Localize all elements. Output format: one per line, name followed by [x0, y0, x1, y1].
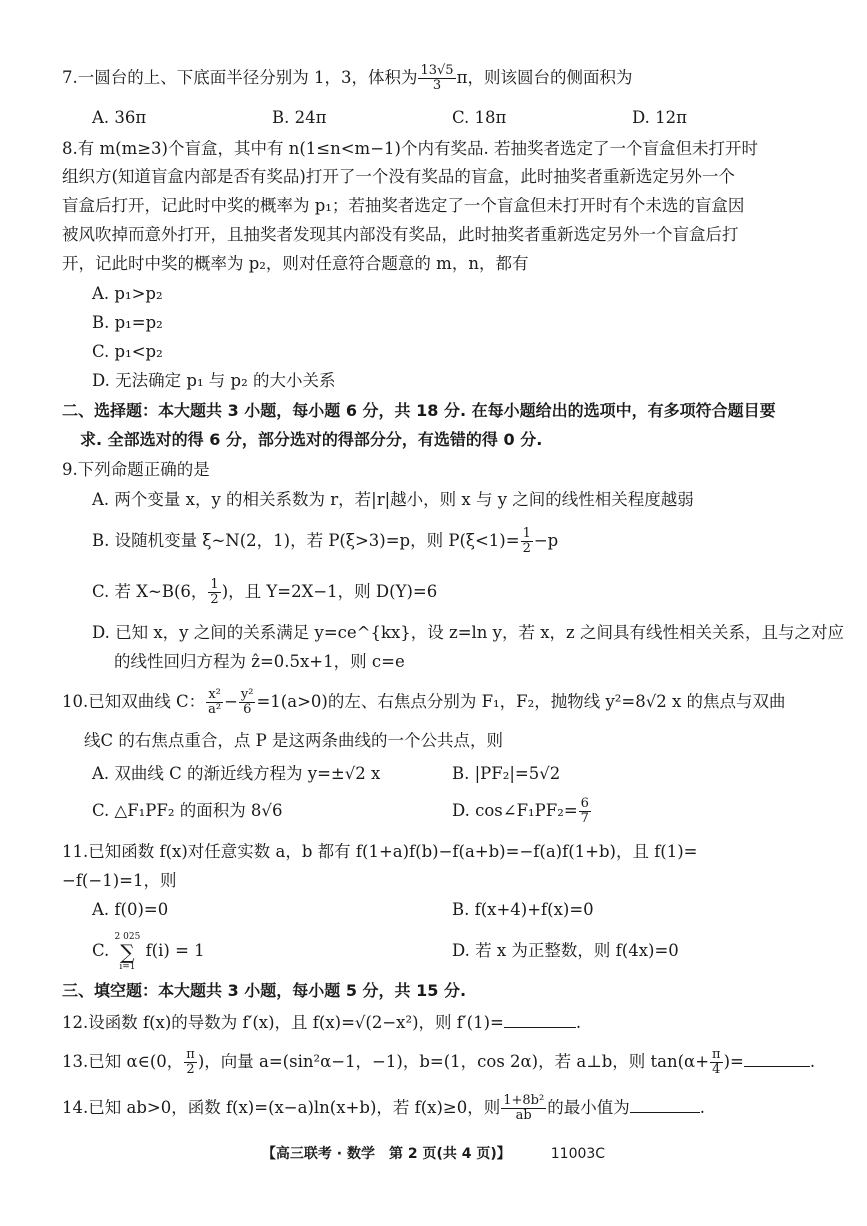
q9-stem: 9.下列命题正确的是	[62, 460, 210, 479]
q11-stem-line-2: −f(−1)=1，则	[62, 871, 177, 890]
q7-option-c: C. 18π	[452, 108, 507, 127]
q13-answer-blank[interactable]	[744, 1065, 810, 1067]
q9-option-a: A. 两个变量 x，y 的相关系数为 r，若|r|越小，则 x 与 y 之间的线性相关程度越弱	[92, 490, 694, 509]
q7-stem-a: 7.一圆台的上、下底面半径分别为 1，3，体积为	[62, 68, 418, 87]
q9-c-fraction: $\frac{1}{2}$	[210, 577, 219, 607]
q13-pi-over-4: $\frac{\pi}{4}$	[712, 1047, 721, 1077]
q7-stem-b: π，则该圆台的侧面积为	[456, 68, 633, 87]
q7-stem	[62, 64, 632, 93]
q13-stem: 13.已知 α∈(0， $\frac{\pi}{2}$ )，向量 a=(sin²α−1，−1)，b=(1，cos 2α)，若 a⊥b，则 tan(α+ $\frac{\pi}{4}$ )= .	[62, 1047, 816, 1077]
q10-x-fraction: $\frac{\text{x²}}{\text{a²}}$	[208, 687, 222, 717]
q8-line-3: 盲盒后打开，记此时中奖的概率为 p₁；若抽奖者选定了一个盲盒但未打开时有个未选的盲盒因	[62, 196, 745, 215]
q12-stem: 12.设函数 f(x)的导数为 f′(x)，且 f(x)=√(2−x²)，则 f′(1)= .	[62, 1013, 582, 1032]
q8-option-a: A. p₁>p₂	[92, 284, 163, 303]
footer-code: 11003C	[550, 1146, 606, 1162]
q9-option-c: C. 若 X~B(6， $\frac{1}{2}$ )，且 Y=2X−1，则 D(Y)=6	[92, 577, 438, 607]
q11-summation: 2 025 ∑ i=1	[114, 931, 141, 972]
q10-option-a: A. 双曲线 C 的渐近线方程为 y=±√2 x	[92, 764, 381, 783]
q7-volume-fraction: $\frac{13√5}{3}$	[420, 63, 454, 93]
q14-fraction: $\frac{\text{1+8b²}}{ab}$	[503, 1093, 545, 1123]
q10-stem-line-1: 10.已知双曲线 C： $\frac{\text{x²}}{\text{a²}}$ − $\frac{\text{y²}}{6}$ =1(a>0)的左、右焦点分别为 F₁，F₂，抛物线 y²=8√2 x 的焦点与双曲	[62, 687, 786, 717]
q7-option-a: A. 36π	[92, 108, 147, 127]
q11-option-a: A. f(0)=0	[92, 900, 169, 919]
q8-option-c: C. p₁<p₂	[92, 342, 163, 361]
q10-y-fraction: $\frac{\text{y²}}{6}$	[240, 687, 254, 717]
q10-stem-line-2: 线C 的右焦点重合，点 P 是这两条曲线的一个公共点，则	[84, 731, 503, 750]
q11-stem-line-1: 11.已知函数 f(x)对任意实数 a，b 都有 f(1+a)f(b)−f(a+b)=−f(a)f(1+b)，且 f(1)=	[62, 842, 698, 861]
q11-option-c: C. 2 025 ∑ i=1 f(i) = 1	[92, 931, 205, 972]
q13-pi-over-2: $\frac{\pi}{2}$	[186, 1047, 195, 1077]
q9-option-d-line-1: D. 已知 x，y 之间的关系满足 y=ce^{kx}，设 z=ln y，若 x，z 之间具有线性相关关系，且与之对应	[92, 623, 844, 642]
q8-line-4: 被风吹掉而意外打开，且抽奖者发现其内部没有奖品，此时抽奖者重新选定另外一个盲盒后打	[62, 225, 739, 244]
q9-option-b: B. 设随机变量 ξ~N(2，1)，若 P(ξ>3)=p，则 P(ξ<1)= $\frac{1}{2}$ −p	[92, 526, 559, 556]
q10-option-b: B. |PF₂|=5√2	[452, 764, 561, 783]
q10-option-c: C. △F₁PF₂ 的面积为 8√6	[92, 801, 283, 820]
section-2-heading-line-1: 二、选择题：本大题共 3 小题，每小题 6 分，共 18 分. 在每小题给出的选项中，有多项符合题目要	[62, 401, 776, 420]
q8-line-1: 8.有 m(m≥3)个盲盒，其中有 n(1≤n<m−1)个内有奖品. 若抽奖者选定了一个盲盒但未打开时	[62, 139, 758, 158]
page-footer	[0, 1143, 867, 1163]
q7-option-b: B. 24π	[272, 108, 327, 127]
section-3-heading: 三、填空题：本大题共 3 小题，每小题 5 分，共 15 分.	[62, 981, 467, 1000]
q9-option-d-line-2: 的线性回归方程为 ẑ=0.5x+1，则 c=e	[114, 652, 405, 671]
q8-line-2: 组织方(知道盲盒内部是否有奖品)打开了一个没有奖品的盲盒，此时抽奖者重新选定另外一个	[62, 167, 735, 186]
q12-answer-blank[interactable]	[504, 1026, 576, 1028]
footer-label: 【高三联考 · 数学 第 2 页(共 4 页)】	[261, 1146, 511, 1162]
q8-option-b: B. p₁=p₂	[92, 313, 163, 332]
q8-line-5: 开，记此时中奖的概率为 p₂，则对任意符合题意的 m，n，都有	[62, 254, 529, 273]
q14-answer-blank[interactable]	[630, 1111, 700, 1113]
q11-option-b: B. f(x+4)+f(x)=0	[452, 900, 594, 919]
q9-b-fraction: $\frac{1}{2}$	[522, 526, 531, 556]
q10-option-d: D. cos∠F₁PF₂= $\frac{6}{7}$	[452, 796, 589, 826]
q14-stem: 14.已知 ab>0，函数 f(x)=(x−a)ln(x+b)，若 f(x)≥0，则 $\frac{\text{1+8b²}}{ab}$ 的最小值为 .	[62, 1093, 705, 1123]
q10-d-fraction: $\frac{6}{7}$	[580, 796, 589, 826]
q11-option-d: D. 若 x 为正整数，则 f(4x)=0	[452, 941, 679, 960]
q8-option-d: D. 无法确定 p₁ 与 p₂ 的大小关系	[92, 371, 336, 390]
q7-option-d: D. 12π	[632, 108, 687, 127]
section-2-heading-line-2: 求. 全部选对的得 6 分，部分选对的得部分分，有选错的得 0 分.	[80, 430, 543, 449]
